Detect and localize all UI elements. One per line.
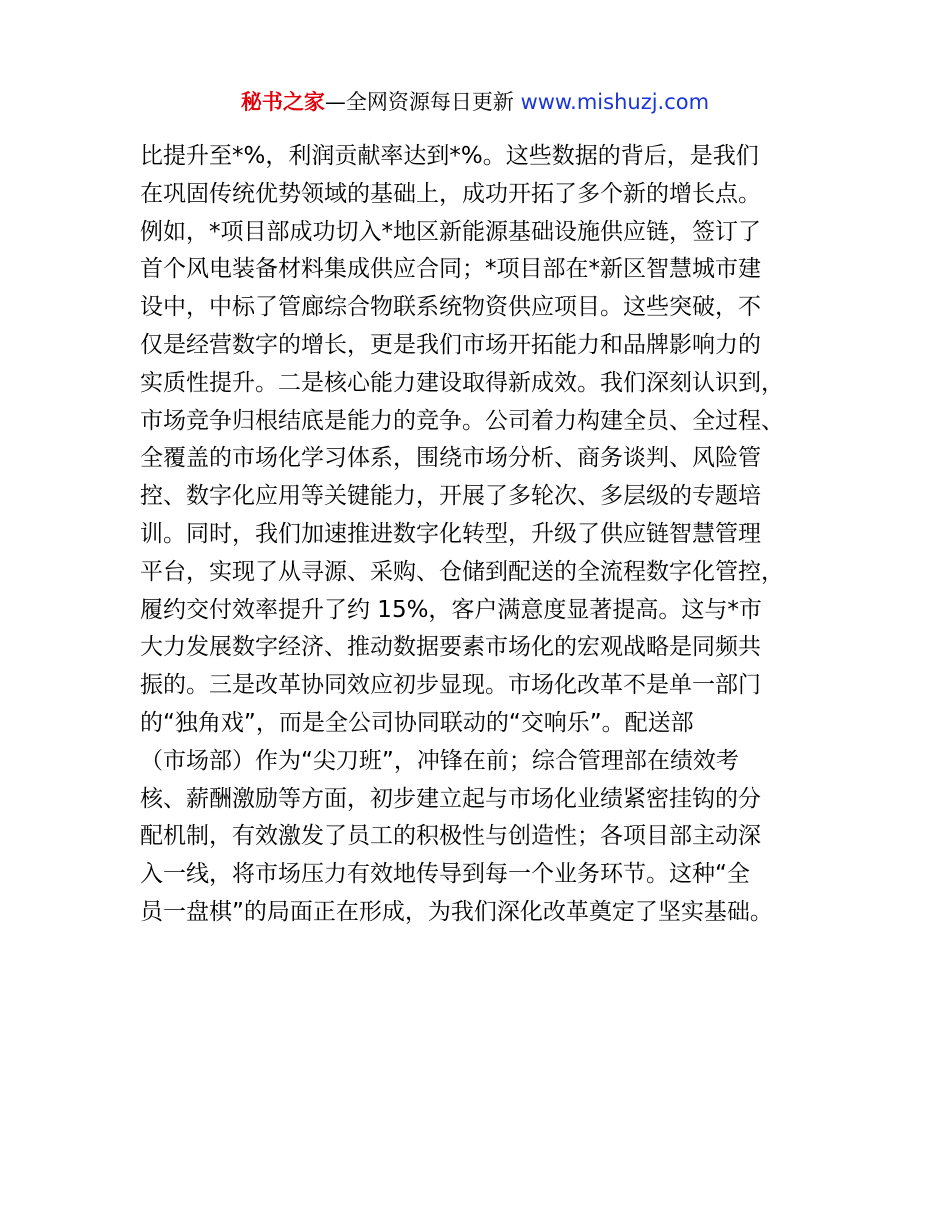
body-line: （市场部）作为“尖刀班”，冲锋在前；综合管理部在绩效考 (140, 747, 739, 774)
site-brand: 秘书之家 (240, 90, 325, 114)
body-line: 入一线，将市场压力有效地传导到每一个业务环节。这种“全 (140, 861, 750, 888)
body-line: 在巩固传统优势领域的基础上，成功开拓了多个新的增长点。 (140, 180, 761, 207)
body-line: 设中，中标了管廊综合物联系统物资供应项目。这些突破，不 (140, 294, 761, 321)
body-line: 平台，实现了从寻源、采购、仓储到配送的全流程数字化管控， (140, 558, 784, 585)
body-line: 的“独角戏”，而是全公司协同联动的“交响乐”。配送部 (140, 709, 694, 736)
body-line: 首个风电装备材料集成供应合同；*项目部在*新区智慧城市建 (140, 256, 761, 283)
site-url-link[interactable]: www.mishuzj.com (520, 90, 710, 114)
body-line: 配机制，有效激发了员工的积极性与创造性；各项目部主动深 (140, 823, 761, 850)
body-line: 员一盘棋”的局面正在形成，为我们深化改革奠定了坚实基础。 (140, 898, 773, 925)
body-line: 全覆盖的市场化学习体系，围绕市场分析、商务谈判、风险管 (140, 445, 761, 472)
body-line: 大力发展数字经济、推动数据要素市场化的宏观战略是同频共 (140, 634, 761, 661)
body-line: 控、数字化应用等关键能力，开展了多轮次、多层级的专题培 (140, 483, 761, 510)
body-line: 实质性提升。二是核心能力建设取得新成效。我们深刻认识到， (140, 369, 784, 396)
body-line: 振的。三是改革协同效应初步显现。市场化改革不是单一部门 (140, 672, 761, 699)
site-tagline: —全网资源每日更新 (324, 90, 521, 114)
document-body (140, 138, 830, 932)
body-line: 仅是经营数字的增长，更是我们市场开拓能力和品牌影响力的 (140, 331, 761, 358)
page-header (0, 88, 950, 116)
body-line: 市场竞争归根结底是能力的竞争。公司着力构建全员、全过程、 (140, 407, 784, 434)
body-line: 核、薪酬激励等方面，初步建立起与市场化业绩紧密挂钩的分 (140, 785, 761, 812)
body-line: 训。同时，我们加速推进数字化转型，升级了供应链智慧管理 (140, 520, 761, 547)
body-line: 比提升至*%，利润贡献率达到*%。这些数据的背后，是我们 (140, 143, 759, 169)
body-line: 例如，*项目部成功切入*地区新能源基础设施供应链，签订了 (140, 218, 761, 245)
body-line: 履约交付效率提升了约 15%，客户满意度显著提高。这与*市 (140, 596, 762, 623)
